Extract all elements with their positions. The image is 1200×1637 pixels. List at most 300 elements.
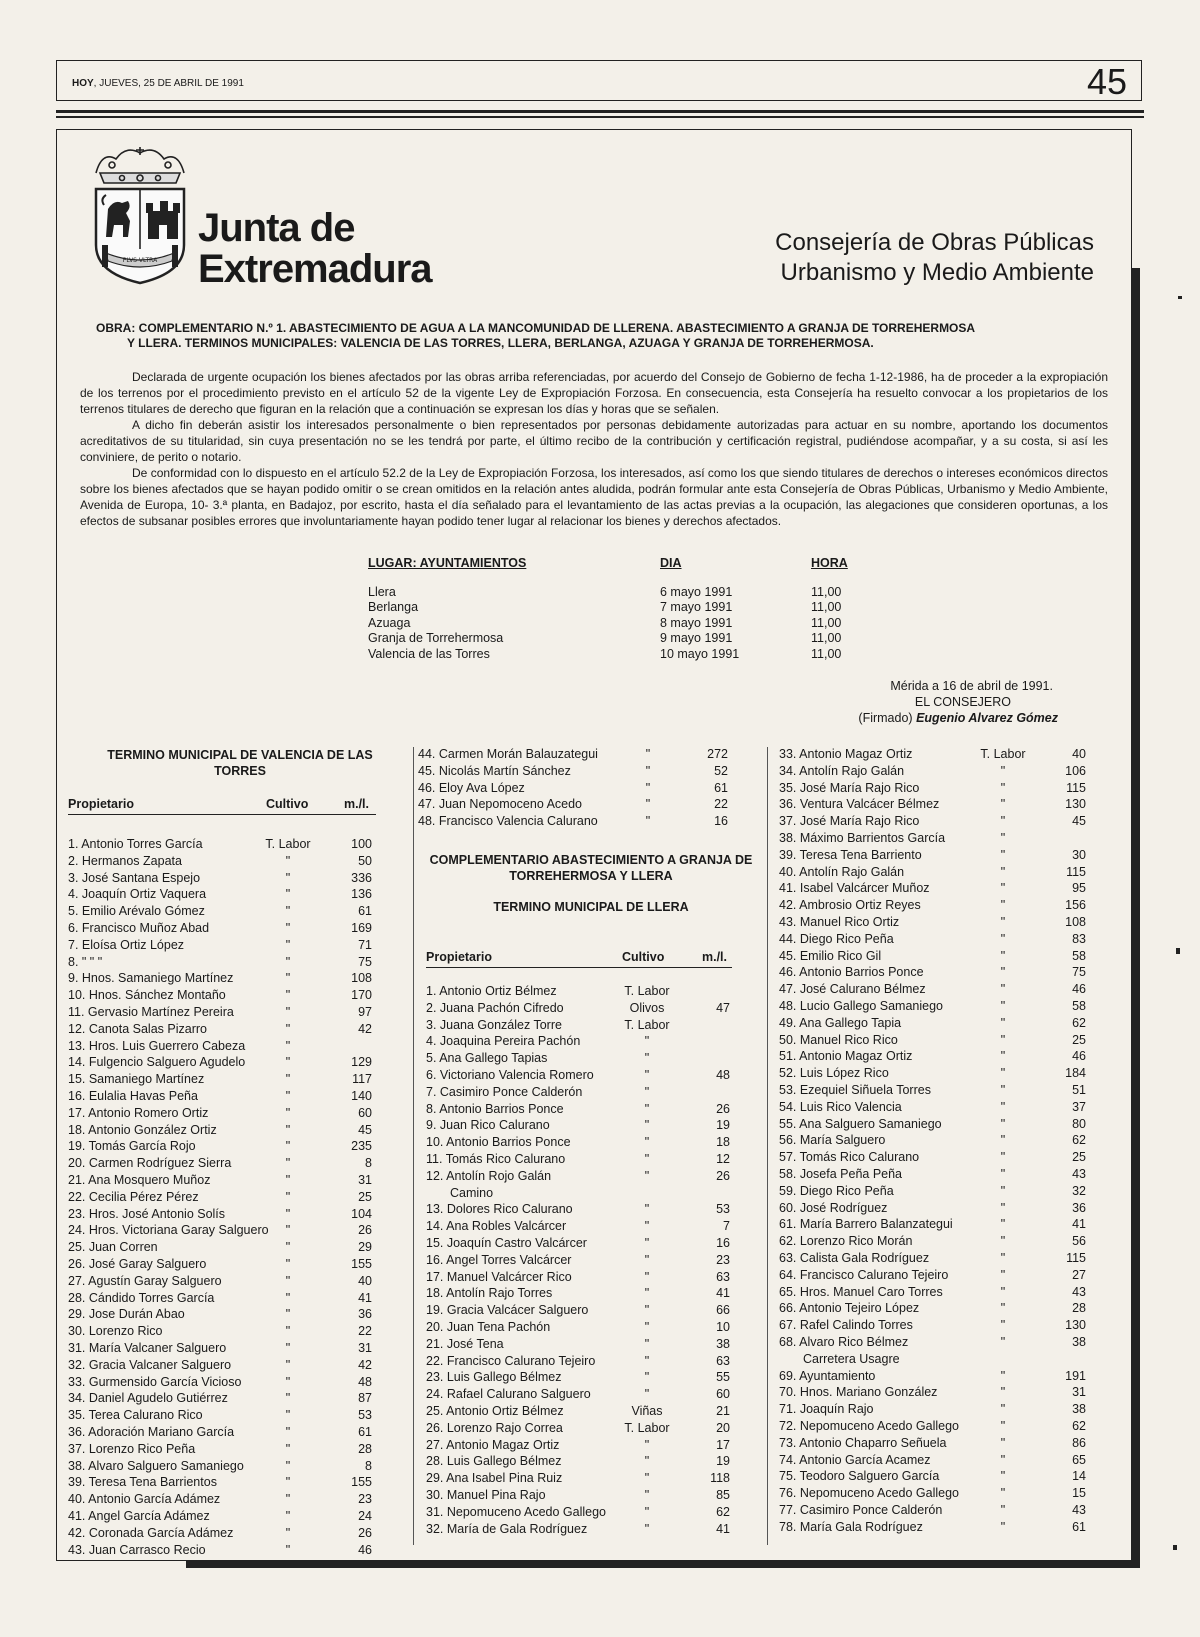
area-value: 130 [1065, 797, 1086, 812]
area-value: 41 [716, 1286, 730, 1301]
area-value: 53 [716, 1202, 730, 1217]
owner-name: 68. Alvaro Rico Bélmez [779, 1335, 909, 1349]
crop-type: " [1000, 1032, 1006, 1047]
table-row [0, 897, 1200, 914]
crop-type: " [285, 1206, 291, 1221]
crop-type: " [285, 937, 291, 952]
crop-type: " [285, 1105, 291, 1120]
crop-type: " [644, 1068, 650, 1082]
owner-name: 11. Tomás Rico Calurano [426, 1152, 566, 1166]
table-row [0, 1200, 1200, 1217]
area-value: 45 [1072, 814, 1086, 829]
owner-name: 2. Hermanos Zapata [68, 853, 182, 868]
owner-name: 23. Hros. José Antonio Solís [68, 1206, 226, 1221]
crop-type: T. Labor [624, 984, 670, 998]
schedule-hour: 11,00 [811, 600, 842, 614]
owner-name: 29. Ana Isabel Pina Ruiz [426, 1471, 563, 1486]
crest-motto: PLVS VLTRA [122, 257, 158, 264]
area-value: 63 [716, 1353, 730, 1368]
crop-type: " [644, 1051, 650, 1066]
owner-name: 25. Antonio Ortiz Bélmez [426, 1404, 564, 1418]
area-value: 36 [358, 1307, 372, 1322]
owner-name: 59. Diego Rico Peña [779, 1183, 894, 1198]
area-value: 58 [1072, 999, 1086, 1013]
area-value: 336 [351, 870, 372, 885]
table-row [0, 1032, 1200, 1049]
table-row [0, 1334, 1200, 1351]
owner-name: 16. Eulalia Havas Peña [68, 1089, 198, 1103]
area-value: 22 [714, 797, 728, 812]
owner-name: 3. José Santana Espejo [68, 870, 201, 885]
crop-type: " [285, 1408, 291, 1423]
owner-name: 36. Adoración Mariano García [68, 1425, 235, 1439]
area-value: 48 [358, 1374, 372, 1389]
schedule-hour: 11,00 [811, 631, 842, 645]
crop-type: " [644, 1488, 650, 1502]
crop-type: " [1000, 982, 1006, 997]
crop-type: " [644, 1034, 650, 1049]
owner-name: 48. Lucio Gallego Samaniego [779, 999, 944, 1013]
owner-name: 42. Coronada García Adámez [68, 1525, 234, 1540]
crop-type: " [644, 1269, 650, 1284]
area-value: 115 [1066, 780, 1086, 795]
crop-type: " [1000, 1469, 1006, 1484]
area-value: 7 [723, 1219, 730, 1234]
owner-name: 76. Nepomuceno Acedo Gallego [779, 1486, 959, 1501]
crop-type: " [644, 1219, 650, 1234]
table-row [0, 1048, 1200, 1065]
owner-name: 41. Angel García Adámez [68, 1509, 210, 1523]
crop-type: " [1000, 1133, 1006, 1148]
crop-type: " [285, 1341, 291, 1355]
owner-name: 54. Luis Rico Valencia [779, 1099, 902, 1114]
table-row [0, 981, 1200, 998]
crop-type: " [644, 1336, 650, 1351]
owner-name: 17. Antonio Romero Ortiz [68, 1105, 209, 1120]
owner-name: 37. Lorenzo Rico Peña [68, 1441, 196, 1456]
crop-type: " [644, 1168, 650, 1183]
crop-type: " [1000, 965, 1006, 980]
crop-type: " [1000, 1200, 1006, 1215]
col-header-owner: Propietario [68, 797, 134, 811]
area-value: 53 [358, 1408, 372, 1423]
area-value: 136 [351, 887, 372, 902]
crop-type: " [644, 1454, 650, 1469]
section-2-subtitle: TERMINO MUNICIPAL DE LLERA [493, 900, 689, 914]
area-value: 14 [1072, 1469, 1086, 1484]
owner-name: 30. Manuel Pina Rajo [426, 1488, 546, 1502]
schedule-hours [811, 556, 848, 662]
owner-name: 42. Ambrosio Ortiz Reyes [779, 898, 921, 913]
crop-type: " [1000, 797, 1006, 812]
col-header-owner: Propietario [426, 950, 492, 964]
owner-name: 8. " " " [68, 954, 103, 969]
area-value: 118 [710, 1471, 730, 1486]
crop-type: " [285, 1425, 291, 1439]
owner-name: 29. Jose Durán Abao [68, 1307, 185, 1322]
table-row [0, 830, 1200, 847]
table-row [0, 1166, 1200, 1183]
area-value: 46 [1072, 982, 1086, 997]
owner-name: 35. José María Rajo Rico [779, 780, 920, 795]
table-row [0, 880, 1200, 897]
owner-name: 75. Teodoro Salguero García [779, 1469, 940, 1484]
crop-type: " [1000, 1234, 1006, 1249]
crop-type: " [644, 1084, 650, 1099]
owner-name: 74. Antonio García Acamez [779, 1452, 931, 1467]
area-value: 37 [1072, 1099, 1086, 1114]
table-row [0, 864, 1200, 881]
crop-type: " [285, 1038, 291, 1053]
schedule-header-hour: HORA [811, 556, 848, 570]
crop-type: " [285, 1156, 291, 1171]
owner-name: 26. José Garay Salguero [68, 1257, 207, 1271]
page-number: 45 [1086, 61, 1127, 102]
owner-name: 23. Luis Gallego Bélmez [426, 1370, 562, 1385]
owner-name: 77. Casimiro Ponce Calderón [779, 1503, 943, 1517]
schedule-hour: 11,00 [811, 615, 842, 630]
area-value: 100 [351, 837, 372, 851]
owner-name: 36. Ventura Valcácer Bélmez [779, 797, 940, 812]
area-value: 17 [716, 1437, 730, 1452]
area-value: 63 [716, 1269, 730, 1284]
crop-type: " [1000, 1519, 1006, 1534]
table-row [0, 1284, 1200, 1301]
area-value: 36 [1072, 1200, 1086, 1215]
area-value: 47 [716, 1000, 730, 1015]
owner-name: 56. María Salguero [779, 1133, 886, 1148]
owner-name: 6. Victoriano Valencia Romero [426, 1068, 594, 1082]
owner-name: 11. Gervasio Martínez Pereira [68, 1005, 234, 1019]
area-value: 15 [1072, 1486, 1086, 1501]
crop-type: " [285, 1240, 291, 1255]
owner-name: 18. Antolín Rajo Torres [426, 1286, 553, 1301]
department-line-1: Consejería de Obras Públicas [775, 229, 1094, 256]
owner-name: 45. Emilio Rico Gil [779, 948, 882, 963]
owner-name: 37. José María Rajo Rico [779, 814, 920, 829]
owner-name: 50. Manuel Rico Rico [779, 1032, 898, 1047]
table-row [0, 1485, 1200, 1502]
body-paragraph-1: Declarada de urgente ocupación los bienes afectados por las obras arriba referenciadas, por acuerdo del Consejo de Gobierno de fecha 1-12-1986, ha de proceder a la expropiación de los terrenos por el procedimiento previsto en el artículo 52 de la vigente Ley de Expropiación Forzosa. En consecuencia, esta Consejería ha resuelto convocar a los propietarios de los terrenos titulares de derecho que figuran en la relación que a continuación se expresan los días y horas que se señalen. [80, 370, 1108, 416]
crop-type: " [285, 1173, 291, 1187]
crop-type: " [644, 1236, 650, 1250]
area-value: 272 [707, 747, 728, 761]
section-1-title: TERMINO MUNICIPAL DE VALENCIA DE LAS TORRES [107, 748, 373, 778]
crown-icon [96, 147, 184, 183]
area-value: 21 [716, 1404, 730, 1418]
table-row [0, 1542, 1200, 1559]
schedule-day: 8 mayo 1991 [660, 615, 733, 630]
area-value: 18 [716, 1135, 730, 1150]
owner-name: 71. Joaquín Rajo [779, 1402, 874, 1417]
area-value: 170 [351, 988, 372, 1003]
issue-date: , JUEVES, 25 DE ABRIL DE 1991 [93, 78, 244, 89]
owner-name: 27. Antonio Magaz Ortiz [426, 1437, 560, 1452]
area-value: 97 [358, 1005, 372, 1019]
crop-type: " [1000, 1284, 1006, 1299]
area-value: 38 [1072, 1402, 1086, 1417]
crop-type: " [1000, 1435, 1006, 1450]
owner-name: 65. Hros. Manuel Caro Torres [779, 1284, 943, 1299]
area-value: 16 [716, 1236, 730, 1250]
area-value: 80 [1072, 1116, 1086, 1131]
area-value: 40 [358, 1273, 372, 1288]
crop-type: T. Labor [624, 1420, 670, 1435]
owner-name: 1. Antonio Torres García [68, 837, 203, 851]
owner-name: 10. Antonio Barrios Ponce [426, 1135, 571, 1150]
table-row [0, 1267, 1200, 1284]
print-speck [1178, 296, 1182, 299]
schedule-day: 10 mayo 1991 [660, 646, 740, 661]
crop-type: " [285, 1525, 291, 1540]
area-value: 191 [1065, 1368, 1086, 1383]
owner-name: 34. Antolín Rajo Galán [779, 763, 905, 778]
owner-name: 25. Juan Corren [68, 1240, 158, 1255]
area-value: 26 [716, 1168, 730, 1183]
owner-name: Carretera Usagre [803, 1351, 900, 1366]
area-value: 184 [1065, 1066, 1086, 1081]
obra-line-1: OBRA: COMPLEMENTARIO N.º 1. ABASTECIMIENTO DE AGUA A LA MANCOMUNIDAD DE LLERENA. ABASTECIMIENTO A GRANJA DE TORREHERMOSA [96, 321, 976, 335]
crop-type: " [285, 1072, 291, 1087]
schedule-hour: 11,00 [811, 646, 842, 661]
area-value: 19 [716, 1118, 730, 1133]
owner-name: 14. Fulgencio Salguero Agudelo [68, 1055, 246, 1070]
print-speck [1176, 948, 1180, 954]
crop-type: " [1000, 881, 1006, 896]
crop-type: " [285, 971, 291, 986]
area-value: 85 [716, 1488, 730, 1502]
table-row [0, 1183, 1200, 1200]
owner-name: 46. Eloy Ava López [418, 780, 525, 795]
owner-name: Camino [450, 1185, 494, 1200]
owner-name: 3. Juana González Torre [426, 1017, 562, 1032]
brand-name [198, 208, 432, 290]
crop-type: " [644, 1101, 650, 1116]
table-row [0, 1082, 1200, 1099]
area-value: 235 [351, 1139, 372, 1154]
crop-type: " [285, 1089, 291, 1103]
area-value: 155 [351, 1257, 372, 1271]
crop-type: " [285, 1273, 291, 1288]
page-header [56, 60, 1142, 101]
schedule-day: 6 mayo 1991 [660, 584, 733, 599]
table-row [0, 1099, 1200, 1116]
owner-name: 16. Angel Torres Valcárcer [426, 1252, 572, 1267]
crop-type: " [1000, 1385, 1006, 1400]
crop-type: " [645, 797, 651, 812]
owner-name: 28. Luis Gallego Bélmez [426, 1454, 562, 1469]
owner-name: 33. Antonio Magaz Ortiz [779, 747, 913, 761]
area-value: 52 [714, 763, 728, 778]
area-value: 25 [358, 1189, 372, 1204]
owner-name: 18. Antonio González Ortiz [68, 1122, 217, 1137]
crop-type: " [1000, 948, 1006, 963]
owner-name: 5. Ana Gallego Tapias [426, 1051, 548, 1066]
owner-name: 12. Antolín Rojo Galán [426, 1168, 552, 1183]
area-value: 43 [1072, 1167, 1086, 1181]
owner-name: 38. Máximo Barrientos García [779, 831, 946, 845]
owner-name: 66. Antonio Tejeiro López [779, 1301, 920, 1316]
coat-of-arms-icon [92, 145, 188, 285]
owner-name: 8. Antonio Barrios Ponce [426, 1101, 564, 1116]
area-value: 28 [1072, 1301, 1086, 1316]
owner-name: 20. Juan Tena Pachón [426, 1320, 551, 1334]
owner-name: 15. Samaniego Martínez [68, 1072, 205, 1087]
owner-name: 45. Nicolás Martín Sánchez [418, 763, 571, 778]
table-row [0, 1116, 1200, 1133]
department-line-2: Urbanismo y Medio Ambiente [780, 259, 1094, 286]
schedule-days [660, 556, 739, 662]
area-value: 61 [358, 1425, 372, 1439]
crop-type: " [644, 1135, 650, 1150]
crop-type: " [1000, 831, 1006, 845]
owner-name: 2. Juana Pachón Cifredo [426, 1000, 564, 1015]
owner-name: 32. María de Gala Rodríguez [426, 1521, 588, 1536]
crop-type: " [285, 887, 291, 902]
owner-name: 53. Ezequiel Siñuela Torres [779, 1083, 931, 1097]
owner-name: 19. Gracia Valcácer Salguero [426, 1303, 589, 1318]
table-row [0, 1351, 1200, 1368]
area-value: 169 [351, 921, 372, 935]
area-value: 62 [1072, 1133, 1086, 1148]
crop-type: " [285, 988, 291, 1003]
owner-name: 39. Teresa Tena Barriento [779, 847, 922, 862]
owner-name: 73. Antonio Chaparro Señuela [779, 1435, 947, 1450]
owner-name: 24. Rafael Calurano Salguero [426, 1387, 591, 1402]
crop-type: " [285, 1189, 291, 1204]
crop-type: Olivos [629, 1000, 665, 1015]
area-value: 115 [1066, 864, 1086, 879]
signed-label: (Firmado) [858, 711, 917, 725]
owner-name: 5. Emilio Arévalo Gómez [68, 904, 205, 919]
schedule-place: Azuaga [368, 615, 411, 630]
schedule-hour: 11,00 [811, 584, 842, 599]
area-value: 31 [1072, 1385, 1086, 1400]
owner-name: 31. Nepomuceno Acedo Gallego [426, 1504, 606, 1519]
area-value: 60 [716, 1387, 730, 1402]
crop-type: " [1000, 814, 1006, 829]
crop-type: " [1000, 999, 1006, 1013]
area-value: 155 [351, 1475, 372, 1490]
frame-shadow-bottom [186, 1561, 1140, 1568]
crop-type: " [644, 1202, 650, 1217]
area-value: 32 [1072, 1183, 1086, 1198]
crop-type: " [644, 1387, 650, 1402]
crop-type: " [1000, 1099, 1006, 1114]
crop-type: " [645, 814, 651, 829]
area-value: 58 [1072, 948, 1086, 963]
crop-type: " [644, 1303, 650, 1318]
table-row [0, 1452, 1200, 1469]
header-date [72, 78, 244, 89]
owner-name: 1. Antonio Ortiz Bélmez [426, 984, 557, 998]
crop-type: " [1000, 931, 1006, 946]
crop-type: " [1000, 1335, 1006, 1349]
owner-name: 35. Terea Calurano Rico [68, 1408, 203, 1423]
signature-date: Mérida a 16 de abril de 1991. [890, 679, 1053, 693]
area-value: 45 [358, 1122, 372, 1137]
owner-name: 43. Juan Carrasco Recio [68, 1542, 206, 1557]
area-value: 12 [716, 1152, 730, 1166]
crop-type: " [1000, 1015, 1006, 1030]
area-value: 28 [358, 1441, 372, 1456]
owner-name: 40. Antonio García Adámez [68, 1492, 221, 1507]
area-value: 10 [716, 1320, 730, 1334]
area-value: 43 [1072, 1284, 1086, 1299]
schedule-day: 7 mayo 1991 [660, 600, 733, 614]
area-value: 62 [1072, 1015, 1086, 1030]
crop-type: " [1000, 1267, 1006, 1282]
area-value: 115 [1066, 1251, 1086, 1265]
owner-name: 52. Luis López Rico [779, 1066, 889, 1081]
crop-type: " [285, 1492, 291, 1507]
owner-name: 30. Lorenzo Rico [68, 1324, 163, 1339]
crop-type: " [1000, 1183, 1006, 1198]
crop-type: " [285, 1374, 291, 1389]
header-rule [56, 110, 1144, 113]
table-row [0, 796, 1200, 813]
owner-name: 78. María Gala Rodríguez [779, 1519, 923, 1534]
schedule-place: Valencia de las Torres [368, 646, 490, 661]
area-value: 50 [358, 853, 372, 868]
print-speck [1173, 1545, 1177, 1550]
crop-type: " [644, 1437, 650, 1452]
table-row [0, 746, 1200, 763]
area-value: 83 [1072, 931, 1086, 946]
table-row [0, 1250, 1200, 1267]
owner-name: 28. Cándido Torres García [68, 1290, 215, 1305]
crop-type: " [644, 1353, 650, 1368]
owner-name: 31. María Valcaner Salguero [68, 1341, 227, 1355]
owner-name: 47. José Calurano Bélmez [779, 982, 926, 997]
crop-type: " [1000, 898, 1006, 913]
brand-line-2: Extremadura [198, 247, 432, 291]
crop-type: " [285, 1357, 291, 1372]
schedule-place: Berlanga [368, 600, 419, 614]
crop-type: " [285, 1441, 291, 1456]
crop-type: " [645, 747, 651, 761]
crop-type: " [644, 1471, 650, 1486]
owner-name: 69. Ayuntamiento [779, 1368, 876, 1383]
table-row [0, 763, 1200, 780]
area-value: 66 [716, 1303, 730, 1318]
crop-type: " [285, 1475, 291, 1490]
table-row [0, 1502, 1200, 1519]
area-value: 104 [351, 1206, 372, 1221]
crop-type: " [1000, 1066, 1006, 1081]
newspaper-name: HOY [72, 78, 94, 89]
area-value: 62 [716, 1504, 730, 1519]
crop-type: T. Labor [980, 747, 1026, 761]
owner-name: 40. Antolín Rajo Galán [779, 864, 905, 879]
area-value: 156 [1065, 898, 1086, 913]
area-value: 71 [358, 937, 372, 952]
table-row [0, 914, 1200, 931]
area-value: 43 [1072, 1503, 1086, 1517]
owner-name: 22. Cecilia Pérez Pérez [68, 1189, 199, 1204]
owner-name: 63. Calista Gala Rodríguez [779, 1251, 930, 1265]
crop-type: " [1000, 847, 1006, 862]
crop-type: " [285, 853, 291, 868]
area-value: 25 [1072, 1150, 1086, 1165]
owner-name: 64. Francisco Calurano Tejeiro [779, 1267, 949, 1282]
owner-name: 48. Francisco Valencia Calurano [418, 814, 598, 829]
area-value: 51 [1072, 1083, 1086, 1097]
schedule-header-day: DIA [660, 556, 682, 570]
col-header-crop: Cultivo [266, 797, 309, 811]
col-header-area: m./l. [344, 797, 370, 811]
area-value: 41 [358, 1290, 372, 1305]
